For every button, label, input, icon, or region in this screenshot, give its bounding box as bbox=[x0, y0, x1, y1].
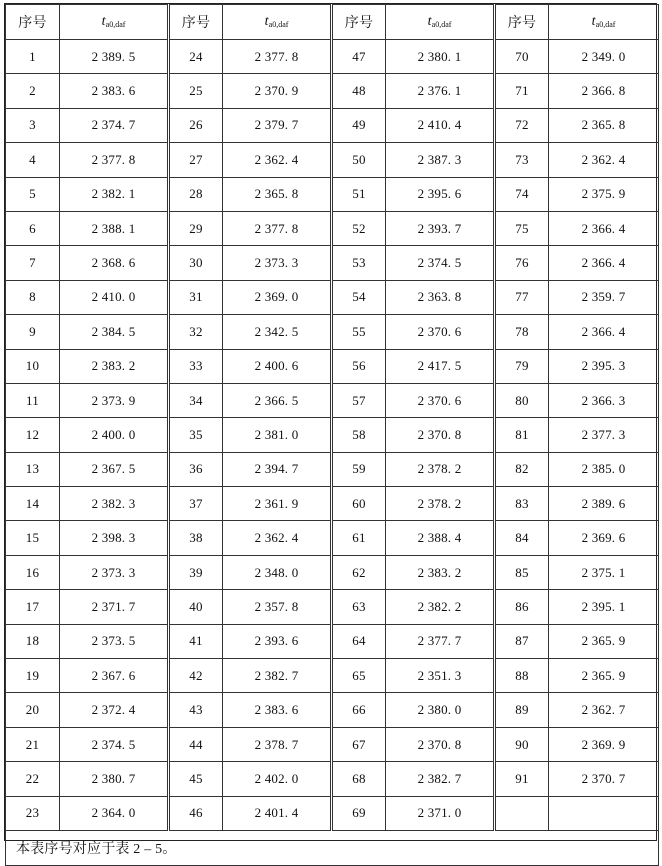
cell-value: 2 400. 0 bbox=[60, 418, 169, 452]
data-table bbox=[5, 4, 659, 866]
cell-no: 43 bbox=[169, 693, 223, 727]
header-no: 序号 bbox=[169, 5, 223, 40]
cell-value: 2 374. 5 bbox=[386, 246, 495, 280]
cell-no: 63 bbox=[332, 590, 386, 624]
table-row bbox=[6, 40, 659, 74]
cell-no: 30 bbox=[169, 246, 223, 280]
cell-no: 18 bbox=[6, 624, 60, 658]
table-row bbox=[6, 762, 659, 796]
cell-no: 71 bbox=[495, 74, 549, 108]
cell-no: 77 bbox=[495, 280, 549, 314]
cell-no: 72 bbox=[495, 108, 549, 142]
cell-no: 16 bbox=[6, 555, 60, 589]
cell-value: 2 377. 8 bbox=[223, 211, 332, 245]
cell-no: 81 bbox=[495, 418, 549, 452]
cell-value: 2 373. 3 bbox=[223, 246, 332, 280]
table-row bbox=[6, 727, 659, 761]
cell-no: 87 bbox=[495, 624, 549, 658]
table-row bbox=[6, 659, 659, 693]
table-body bbox=[6, 40, 659, 831]
cell-value: 2 385. 0 bbox=[549, 452, 659, 486]
cell-value bbox=[549, 796, 659, 830]
cell-value: 2 384. 5 bbox=[60, 315, 169, 349]
table-row bbox=[6, 590, 659, 624]
cell-no: 79 bbox=[495, 349, 549, 383]
cell-value: 2 348. 0 bbox=[223, 555, 332, 589]
cell-value: 2 367. 6 bbox=[60, 659, 169, 693]
cell-value: 2 365. 8 bbox=[223, 177, 332, 211]
cell-value: 2 383. 2 bbox=[60, 349, 169, 383]
cell-no: 48 bbox=[332, 74, 386, 108]
cell-value: 2 342. 5 bbox=[223, 315, 332, 349]
cell-value: 2 383. 6 bbox=[60, 74, 169, 108]
header-symbol: t bbox=[591, 14, 596, 29]
cell-value: 2 359. 7 bbox=[549, 280, 659, 314]
cell-value: 2 366. 4 bbox=[549, 246, 659, 280]
cell-value: 2 351. 3 bbox=[386, 659, 495, 693]
cell-no: 75 bbox=[495, 211, 549, 245]
cell-value: 2 371. 0 bbox=[386, 796, 495, 830]
table-row bbox=[6, 349, 659, 383]
cell-no: 33 bbox=[169, 349, 223, 383]
cell-no: 68 bbox=[332, 762, 386, 796]
cell-no: 2 bbox=[6, 74, 60, 108]
cell-no: 32 bbox=[169, 315, 223, 349]
cell-no: 69 bbox=[332, 796, 386, 830]
cell-no: 67 bbox=[332, 727, 386, 761]
cell-value: 2 374. 5 bbox=[60, 727, 169, 761]
table-row bbox=[6, 280, 659, 314]
cell-value: 2 374. 7 bbox=[60, 108, 169, 142]
cell-value: 2 402. 0 bbox=[223, 762, 332, 796]
cell-no: 39 bbox=[169, 555, 223, 589]
cell-value: 2 395. 6 bbox=[386, 177, 495, 211]
cell-value: 2 389. 5 bbox=[60, 40, 169, 74]
cell-value: 2 387. 3 bbox=[386, 143, 495, 177]
cell-no: 14 bbox=[6, 487, 60, 521]
cell-value: 2 382. 3 bbox=[60, 487, 169, 521]
cell-no: 29 bbox=[169, 211, 223, 245]
header-t-a0-daf bbox=[223, 5, 332, 40]
cell-no: 31 bbox=[169, 280, 223, 314]
cell-value: 2 395. 1 bbox=[549, 590, 659, 624]
cell-no: 55 bbox=[332, 315, 386, 349]
cell-value: 2 373. 3 bbox=[60, 555, 169, 589]
cell-no: 88 bbox=[495, 659, 549, 693]
table-row bbox=[6, 555, 659, 589]
cell-value: 2 417. 5 bbox=[386, 349, 495, 383]
cell-value: 2 388. 4 bbox=[386, 521, 495, 555]
cell-value: 2 388. 1 bbox=[60, 211, 169, 245]
cell-no: 47 bbox=[332, 40, 386, 74]
cell-value: 2 362. 7 bbox=[549, 693, 659, 727]
header-t-a0-daf bbox=[60, 5, 169, 40]
cell-no: 6 bbox=[6, 211, 60, 245]
cell-no: 83 bbox=[495, 487, 549, 521]
cell-no: 57 bbox=[332, 383, 386, 417]
cell-no: 60 bbox=[332, 487, 386, 521]
header-t-a0-daf bbox=[386, 5, 495, 40]
cell-value: 2 410. 0 bbox=[60, 280, 169, 314]
cell-no: 86 bbox=[495, 590, 549, 624]
table-row bbox=[6, 452, 659, 486]
cell-no: 38 bbox=[169, 521, 223, 555]
header-symbol-subscript: a0,daf bbox=[595, 20, 616, 29]
header-symbol-subscript: a0,daf bbox=[105, 20, 126, 29]
header-t-a0-daf bbox=[549, 5, 659, 40]
cell-no: 8 bbox=[6, 280, 60, 314]
cell-value: 2 378. 2 bbox=[386, 452, 495, 486]
cell-no: 37 bbox=[169, 487, 223, 521]
cell-value: 2 380. 1 bbox=[386, 40, 495, 74]
cell-value: 2 371. 7 bbox=[60, 590, 169, 624]
cell-no: 12 bbox=[6, 418, 60, 452]
cell-value: 2 379. 7 bbox=[223, 108, 332, 142]
cell-no: 13 bbox=[6, 452, 60, 486]
cell-value: 2 378. 2 bbox=[386, 487, 495, 521]
cell-value: 2 365. 8 bbox=[549, 108, 659, 142]
cell-no: 74 bbox=[495, 177, 549, 211]
cell-no: 52 bbox=[332, 211, 386, 245]
cell-value: 2 369. 9 bbox=[549, 727, 659, 761]
cell-no: 70 bbox=[495, 40, 549, 74]
cell-value: 2 370. 6 bbox=[386, 315, 495, 349]
table-row bbox=[6, 693, 659, 727]
header-symbol-subscript: a0,daf bbox=[268, 20, 289, 29]
cell-value: 2 369. 6 bbox=[549, 521, 659, 555]
cell-value: 2 363. 8 bbox=[386, 280, 495, 314]
cell-no: 23 bbox=[6, 796, 60, 830]
cell-no: 36 bbox=[169, 452, 223, 486]
cell-value: 2 410. 4 bbox=[386, 108, 495, 142]
cell-no: 66 bbox=[332, 693, 386, 727]
cell-value: 2 365. 9 bbox=[549, 624, 659, 658]
cell-no: 49 bbox=[332, 108, 386, 142]
cell-value: 2 361. 9 bbox=[223, 487, 332, 521]
cell-value: 2 370. 7 bbox=[549, 762, 659, 796]
cell-value: 2 382. 2 bbox=[386, 590, 495, 624]
cell-no: 20 bbox=[6, 693, 60, 727]
header-symbol: t bbox=[264, 14, 269, 29]
cell-no: 90 bbox=[495, 727, 549, 761]
table-row bbox=[6, 74, 659, 108]
cell-no: 9 bbox=[6, 315, 60, 349]
header-symbol: t bbox=[427, 14, 432, 29]
cell-no: 3 bbox=[6, 108, 60, 142]
cell-no: 56 bbox=[332, 349, 386, 383]
cell-value: 2 368. 6 bbox=[60, 246, 169, 280]
table-header-row bbox=[6, 5, 659, 40]
cell-value: 2 394. 7 bbox=[223, 452, 332, 486]
header-no: 序号 bbox=[332, 5, 386, 40]
cell-value: 2 375. 1 bbox=[549, 555, 659, 589]
cell-no: 4 bbox=[6, 143, 60, 177]
cell-value: 2 377. 7 bbox=[386, 624, 495, 658]
cell-value: 2 401. 4 bbox=[223, 796, 332, 830]
cell-no: 26 bbox=[169, 108, 223, 142]
cell-value: 2 400. 6 bbox=[223, 349, 332, 383]
cell-no: 11 bbox=[6, 383, 60, 417]
cell-value: 2 357. 8 bbox=[223, 590, 332, 624]
cell-value: 2 372. 4 bbox=[60, 693, 169, 727]
cell-no: 84 bbox=[495, 521, 549, 555]
cell-no: 51 bbox=[332, 177, 386, 211]
header-no: 序号 bbox=[495, 5, 549, 40]
cell-value: 2 349. 0 bbox=[549, 40, 659, 74]
cell-no: 45 bbox=[169, 762, 223, 796]
table-row bbox=[6, 108, 659, 142]
table-row bbox=[6, 521, 659, 555]
cell-no: 61 bbox=[332, 521, 386, 555]
table-row bbox=[6, 624, 659, 658]
cell-value: 2 398. 3 bbox=[60, 521, 169, 555]
cell-no: 73 bbox=[495, 143, 549, 177]
table-row bbox=[6, 487, 659, 521]
cell-no: 62 bbox=[332, 555, 386, 589]
cell-value: 2 362. 4 bbox=[549, 143, 659, 177]
cell-no: 15 bbox=[6, 521, 60, 555]
cell-value: 2 367. 5 bbox=[60, 452, 169, 486]
cell-no: 85 bbox=[495, 555, 549, 589]
table-footnote: 本表序号对应于表 2 – 5。 bbox=[6, 830, 659, 865]
cell-no: 22 bbox=[6, 762, 60, 796]
cell-no: 91 bbox=[495, 762, 549, 796]
cell-value: 2 375. 9 bbox=[549, 177, 659, 211]
cell-no: 59 bbox=[332, 452, 386, 486]
cell-no: 78 bbox=[495, 315, 549, 349]
cell-value: 2 366. 4 bbox=[549, 211, 659, 245]
cell-value: 2 370. 6 bbox=[386, 383, 495, 417]
cell-value: 2 382. 7 bbox=[223, 659, 332, 693]
cell-no: 80 bbox=[495, 383, 549, 417]
table-row bbox=[6, 246, 659, 280]
cell-no: 35 bbox=[169, 418, 223, 452]
cell-no: 76 bbox=[495, 246, 549, 280]
table-footnote-row bbox=[6, 830, 659, 865]
cell-value: 2 370. 8 bbox=[386, 727, 495, 761]
header-symbol: t bbox=[101, 14, 106, 29]
cell-value: 2 383. 2 bbox=[386, 555, 495, 589]
cell-no: 17 bbox=[6, 590, 60, 624]
cell-no: 46 bbox=[169, 796, 223, 830]
cell-no: 34 bbox=[169, 383, 223, 417]
cell-value: 2 370. 9 bbox=[223, 74, 332, 108]
cell-value: 2 364. 0 bbox=[60, 796, 169, 830]
cell-value: 2 381. 0 bbox=[223, 418, 332, 452]
cell-no: 41 bbox=[169, 624, 223, 658]
cell-no: 25 bbox=[169, 74, 223, 108]
cell-value: 2 366. 8 bbox=[549, 74, 659, 108]
cell-no bbox=[495, 796, 549, 830]
data-table-container bbox=[4, 3, 657, 857]
cell-value: 2 373. 5 bbox=[60, 624, 169, 658]
cell-value: 2 382. 7 bbox=[386, 762, 495, 796]
cell-no: 50 bbox=[332, 143, 386, 177]
cell-no: 7 bbox=[6, 246, 60, 280]
cell-value: 2 382. 1 bbox=[60, 177, 169, 211]
cell-no: 53 bbox=[332, 246, 386, 280]
cell-no: 44 bbox=[169, 727, 223, 761]
cell-value: 2 395. 3 bbox=[549, 349, 659, 383]
cell-value: 2 380. 0 bbox=[386, 693, 495, 727]
cell-value: 2 373. 9 bbox=[60, 383, 169, 417]
table-row bbox=[6, 796, 659, 830]
cell-value: 2 370. 8 bbox=[386, 418, 495, 452]
cell-no: 19 bbox=[6, 659, 60, 693]
cell-no: 1 bbox=[6, 40, 60, 74]
cell-no: 54 bbox=[332, 280, 386, 314]
cell-no: 42 bbox=[169, 659, 223, 693]
cell-value: 2 366. 5 bbox=[223, 383, 332, 417]
cell-value: 2 380. 7 bbox=[60, 762, 169, 796]
header-no: 序号 bbox=[6, 5, 60, 40]
cell-value: 2 377. 8 bbox=[60, 143, 169, 177]
cell-no: 64 bbox=[332, 624, 386, 658]
table-row bbox=[6, 418, 659, 452]
cell-value: 2 366. 4 bbox=[549, 315, 659, 349]
cell-value: 2 383. 6 bbox=[223, 693, 332, 727]
table-row bbox=[6, 211, 659, 245]
cell-no: 27 bbox=[169, 143, 223, 177]
cell-no: 28 bbox=[169, 177, 223, 211]
cell-value: 2 393. 6 bbox=[223, 624, 332, 658]
cell-value: 2 376. 1 bbox=[386, 74, 495, 108]
table-row bbox=[6, 177, 659, 211]
cell-value: 2 393. 7 bbox=[386, 211, 495, 245]
header-symbol-subscript: a0,daf bbox=[431, 20, 452, 29]
cell-value: 2 389. 6 bbox=[549, 487, 659, 521]
cell-value: 2 366. 3 bbox=[549, 383, 659, 417]
cell-value: 2 378. 7 bbox=[223, 727, 332, 761]
cell-no: 21 bbox=[6, 727, 60, 761]
cell-no: 89 bbox=[495, 693, 549, 727]
table-row bbox=[6, 143, 659, 177]
cell-no: 65 bbox=[332, 659, 386, 693]
cell-no: 40 bbox=[169, 590, 223, 624]
cell-no: 10 bbox=[6, 349, 60, 383]
table-row bbox=[6, 383, 659, 417]
cell-value: 2 377. 3 bbox=[549, 418, 659, 452]
cell-value: 2 362. 4 bbox=[223, 521, 332, 555]
cell-no: 58 bbox=[332, 418, 386, 452]
cell-no: 82 bbox=[495, 452, 549, 486]
cell-value: 2 377. 8 bbox=[223, 40, 332, 74]
cell-value: 2 369. 0 bbox=[223, 280, 332, 314]
cell-value: 2 365. 9 bbox=[549, 659, 659, 693]
table-row bbox=[6, 315, 659, 349]
cell-no: 5 bbox=[6, 177, 60, 211]
cell-value: 2 362. 4 bbox=[223, 143, 332, 177]
cell-no: 24 bbox=[169, 40, 223, 74]
